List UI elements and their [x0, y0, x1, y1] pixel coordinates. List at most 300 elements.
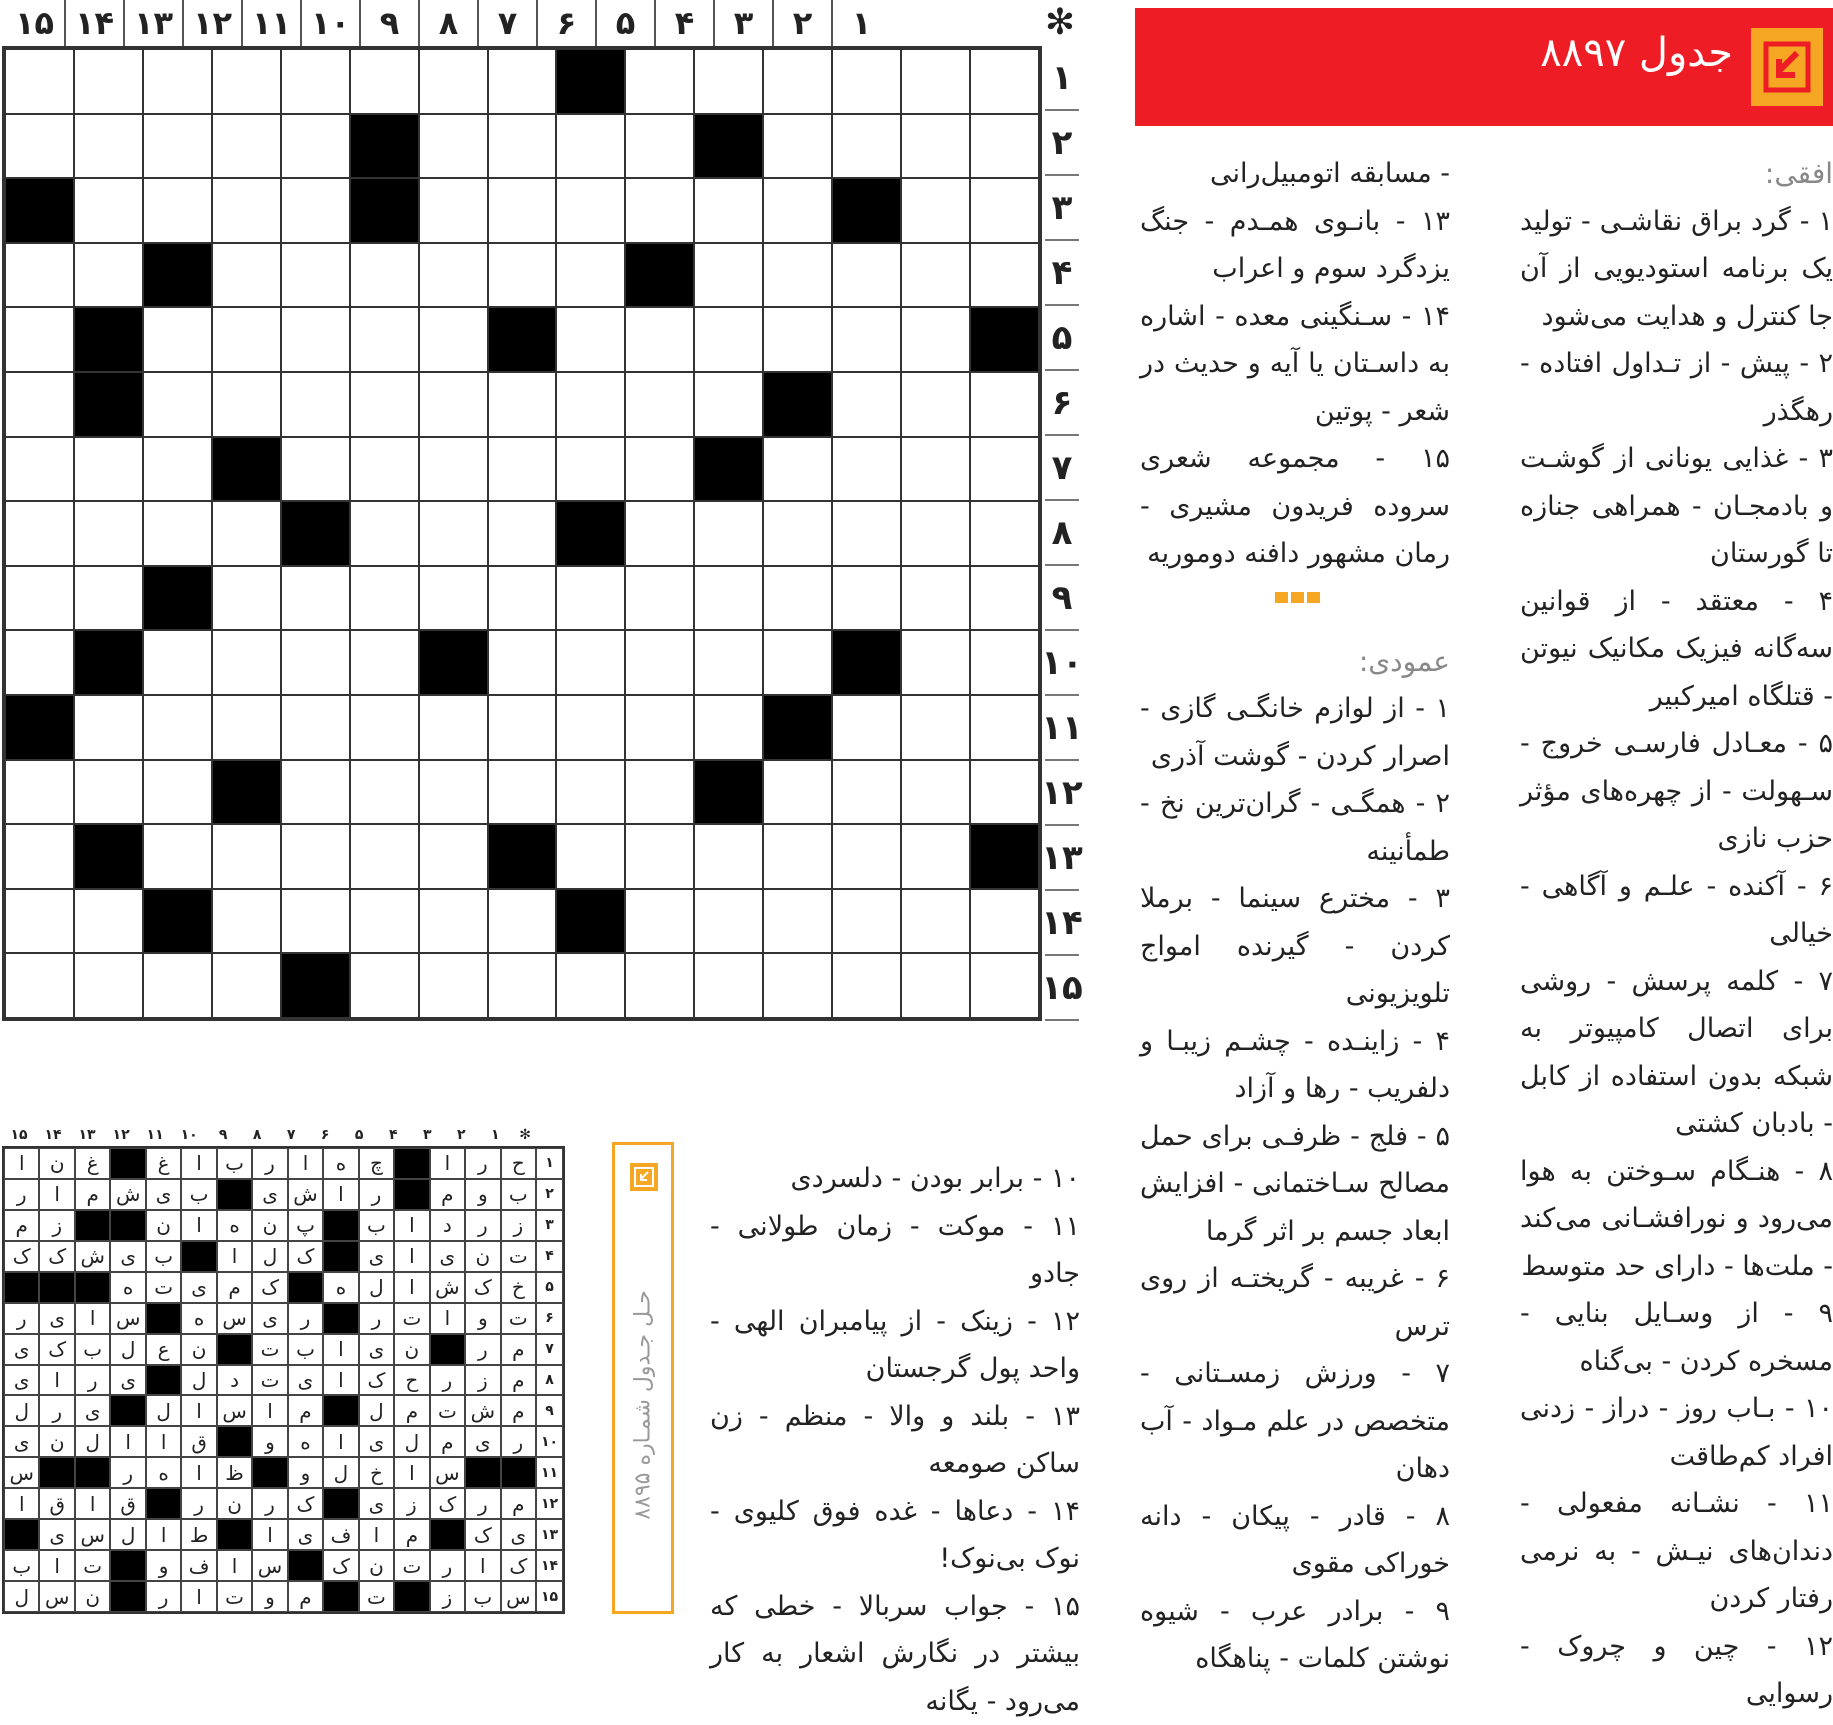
grid-cell[interactable]: [970, 437, 1039, 502]
grid-cell[interactable]: [212, 178, 281, 243]
grid-cell[interactable]: [488, 178, 557, 243]
grid-cell[interactable]: [350, 49, 419, 114]
solution-column-number: ١۴: [36, 1124, 70, 1146]
grid-cell[interactable]: [832, 824, 901, 889]
solution-cell: س: [430, 1457, 465, 1488]
grid-cell[interactable]: [281, 695, 350, 760]
grid-cell[interactable]: [694, 307, 763, 372]
grid-cell[interactable]: [350, 372, 419, 437]
grid-cell[interactable]: [419, 824, 488, 889]
grid-cell[interactable]: [212, 566, 281, 631]
grid-cell[interactable]: [212, 307, 281, 372]
grid-cell[interactable]: [625, 824, 694, 889]
grid-cell[interactable]: [970, 372, 1039, 437]
grid-cell[interactable]: [419, 760, 488, 825]
grid-cell[interactable]: [212, 49, 281, 114]
grid-cell[interactable]: [350, 824, 419, 889]
clue: ١٣ - بلند و والا - منظم - زن ساکن صومعه: [710, 1393, 1080, 1488]
grid-cell[interactable]: [901, 501, 970, 566]
grid-cell[interactable]: [763, 114, 832, 179]
grid-cell[interactable]: [143, 437, 212, 502]
grid-cell[interactable]: [970, 630, 1039, 695]
grid-cell[interactable]: [763, 889, 832, 954]
grid-cell[interactable]: [694, 372, 763, 437]
grid-cell[interactable]: [5, 889, 74, 954]
grid-cell[interactable]: [556, 760, 625, 825]
column-number: ١۵: [5, 0, 64, 46]
row-number: ١١: [1045, 696, 1079, 761]
solution-cell: م: [288, 1395, 323, 1426]
grid-cell[interactable]: [763, 49, 832, 114]
solution-cell: ا: [323, 1334, 358, 1365]
grid-cell[interactable]: [350, 953, 419, 1018]
grid-cell[interactable]: [212, 695, 281, 760]
clue: ١٢ - چین و چروک - رسوایی: [1520, 1623, 1833, 1718]
grid-cell[interactable]: [143, 178, 212, 243]
clue: ١ - گرد براق نقاشـی - تولید یک برنامه استودیویی از آن جا کنترل و هدایت می‌شود: [1520, 198, 1833, 341]
grid-cell[interactable]: [74, 243, 143, 308]
grid-cell[interactable]: [350, 630, 419, 695]
grid-cell[interactable]: [281, 243, 350, 308]
grid-cell[interactable]: [556, 437, 625, 502]
grid-cell[interactable]: [694, 178, 763, 243]
grid-cell[interactable]: [694, 889, 763, 954]
solution-cell: م: [394, 1395, 429, 1426]
row-number: ٢: [1045, 111, 1079, 176]
grid-cell[interactable]: [970, 760, 1039, 825]
grid-cell[interactable]: [832, 372, 901, 437]
grid-cell[interactable]: [901, 953, 970, 1018]
grid-cell[interactable]: [74, 953, 143, 1018]
grid-cell[interactable]: [556, 178, 625, 243]
grid-cell[interactable]: [281, 307, 350, 372]
grid-cell[interactable]: [488, 114, 557, 179]
row-number: ۵: [1045, 306, 1079, 371]
solution-cell: م: [288, 1581, 323, 1612]
solution-cell: ا: [394, 1241, 429, 1272]
row-number: ٩: [1045, 566, 1079, 631]
column-number: ٧: [477, 0, 536, 46]
solution-cell: ی: [75, 1395, 110, 1426]
grid-cell[interactable]: [901, 889, 970, 954]
solution-cell: ز: [465, 1365, 500, 1396]
solution-cell: ت: [394, 1303, 429, 1334]
grid-cell[interactable]: [970, 566, 1039, 631]
grid-cell[interactable]: [143, 695, 212, 760]
grid-cell[interactable]: [5, 953, 74, 1018]
black-cell: [970, 307, 1039, 372]
grid-cell[interactable]: [74, 760, 143, 825]
grid-cell[interactable]: [832, 953, 901, 1018]
solution-black-cell: [110, 1210, 145, 1241]
grid-cell[interactable]: [488, 243, 557, 308]
black-cell: [832, 178, 901, 243]
grid-cell[interactable]: [281, 824, 350, 889]
grid-cell[interactable]: [419, 566, 488, 631]
grid-cell[interactable]: [350, 307, 419, 372]
grid-cell[interactable]: [694, 243, 763, 308]
clue: ١۴ - سـنگینی معده - اشاره به داسـتان یا آیه و حدیث در شعر - پوتین: [1140, 293, 1450, 436]
grid-cell[interactable]: [832, 307, 901, 372]
grid-cell[interactable]: [281, 372, 350, 437]
grid-cell[interactable]: [970, 114, 1039, 179]
solution-cell: ا: [181, 1210, 216, 1241]
solution-cell: ن: [75, 1581, 110, 1612]
black-cell: [212, 760, 281, 825]
grid-cell[interactable]: [74, 889, 143, 954]
grid-cell[interactable]: [212, 824, 281, 889]
grid-cell[interactable]: [901, 114, 970, 179]
grid-cell[interactable]: [74, 178, 143, 243]
grid-cell[interactable]: [763, 953, 832, 1018]
grid-cell[interactable]: [763, 178, 832, 243]
grid-cell[interactable]: [74, 501, 143, 566]
solution-cell: ا: [181, 1148, 216, 1179]
grid-cell[interactable]: [488, 372, 557, 437]
grid-cell[interactable]: [763, 501, 832, 566]
solution-cell: ب: [465, 1581, 500, 1612]
grid-cell[interactable]: [832, 695, 901, 760]
grid-cell[interactable]: [488, 889, 557, 954]
grid-cell[interactable]: [281, 114, 350, 179]
grid-cell[interactable]: [281, 178, 350, 243]
vertical-clues-column-3: [710, 1155, 1080, 1725]
grid-cell[interactable]: [350, 695, 419, 760]
grid-cell[interactable]: [625, 889, 694, 954]
grid-cell[interactable]: [143, 307, 212, 372]
grid-cell[interactable]: [970, 695, 1039, 760]
column-number: ٢: [772, 0, 831, 46]
solution-cell: ی: [4, 1365, 39, 1396]
row-number: ١: [1045, 46, 1079, 111]
solution-row-number: ١٢: [536, 1488, 563, 1519]
solution-cell: و: [288, 1457, 323, 1488]
grid-cell[interactable]: [763, 760, 832, 825]
grid-cell[interactable]: [901, 824, 970, 889]
grid-cell[interactable]: [556, 307, 625, 372]
grid-cell[interactable]: [212, 630, 281, 695]
grid-cell[interactable]: [556, 695, 625, 760]
grid-cell[interactable]: [694, 695, 763, 760]
grid-cell[interactable]: [901, 49, 970, 114]
grid-cell[interactable]: [74, 695, 143, 760]
grid-cell[interactable]: [212, 501, 281, 566]
grid-cell[interactable]: [212, 114, 281, 179]
solution-black-cell: [110, 1550, 145, 1581]
grid-cell[interactable]: [419, 243, 488, 308]
solution-cell: ل: [146, 1395, 181, 1426]
solution-cell: ح: [394, 1365, 429, 1396]
grid-cell[interactable]: [625, 437, 694, 502]
grid-cell[interactable]: [556, 953, 625, 1018]
grid-cell[interactable]: [419, 501, 488, 566]
black-cell: [556, 889, 625, 954]
grid-cell[interactable]: [763, 307, 832, 372]
grid-cell[interactable]: [763, 630, 832, 695]
grid-cell[interactable]: [901, 243, 970, 308]
grid-cell[interactable]: [556, 243, 625, 308]
solution-black-cell: [288, 1550, 323, 1581]
solution-cell: ت: [146, 1272, 181, 1303]
grid-cell[interactable]: [556, 114, 625, 179]
grid-cell[interactable]: [832, 49, 901, 114]
star-icon: ✻: [512, 1124, 538, 1146]
row-number: ٨: [1045, 501, 1079, 566]
grid-cell[interactable]: [350, 437, 419, 502]
grid-cell[interactable]: [74, 566, 143, 631]
grid-cell[interactable]: [281, 49, 350, 114]
grid-cell[interactable]: [625, 760, 694, 825]
grid-cell[interactable]: [350, 243, 419, 308]
grid-cell[interactable]: [970, 178, 1039, 243]
solution-cell: ر: [359, 1303, 394, 1334]
grid-cell[interactable]: [74, 49, 143, 114]
grid-cell[interactable]: [212, 372, 281, 437]
grid-cell[interactable]: [694, 824, 763, 889]
black-cell: [694, 437, 763, 502]
grid-cell[interactable]: [832, 889, 901, 954]
solution-black-cell: [323, 1303, 358, 1334]
black-cell: [625, 243, 694, 308]
grid-cell[interactable]: [763, 824, 832, 889]
grid-cell[interactable]: [832, 501, 901, 566]
solution-cell: ب: [146, 1241, 181, 1272]
solution-cell: ز: [501, 1210, 536, 1241]
solution-cell: ت: [501, 1241, 536, 1272]
grid-cell[interactable]: [832, 114, 901, 179]
grid-cell[interactable]: [350, 566, 419, 631]
grid-cell[interactable]: [901, 307, 970, 372]
grid-cell[interactable]: [74, 114, 143, 179]
solution-cell: ر: [465, 1210, 500, 1241]
solution-cell: ا: [217, 1241, 252, 1272]
solution-cell: ی: [501, 1519, 536, 1550]
grid-cell[interactable]: [763, 566, 832, 631]
grid-cell[interactable]: [143, 630, 212, 695]
grid-cell[interactable]: [281, 630, 350, 695]
grid-cell[interactable]: [832, 437, 901, 502]
solution-cell: ک: [465, 1272, 500, 1303]
grid-cell[interactable]: [419, 953, 488, 1018]
solution-black-cell: [110, 1395, 145, 1426]
grid-cell[interactable]: [5, 307, 74, 372]
grid-cell[interactable]: [143, 49, 212, 114]
solution-cell: غ: [146, 1148, 181, 1179]
grid-cell[interactable]: [832, 243, 901, 308]
grid-cell[interactable]: [763, 437, 832, 502]
grid-cell[interactable]: [488, 566, 557, 631]
solution-cell: ا: [181, 1395, 216, 1426]
solution-black-cell: [323, 1581, 358, 1612]
solution-cell: ش: [465, 1395, 500, 1426]
grid-cell[interactable]: [419, 437, 488, 502]
grid-cell[interactable]: [488, 437, 557, 502]
solution-cell: ی: [146, 1179, 181, 1210]
grid-cell[interactable]: [419, 307, 488, 372]
grid-cell[interactable]: [488, 760, 557, 825]
grid-cell[interactable]: [556, 824, 625, 889]
grid-cell[interactable]: [419, 178, 488, 243]
grid-cell[interactable]: [625, 372, 694, 437]
grid-cell[interactable]: [5, 630, 74, 695]
grid-cell[interactable]: [694, 501, 763, 566]
solution-cell: ا: [110, 1426, 145, 1457]
grid-cell[interactable]: [5, 437, 74, 502]
grid-cell[interactable]: [419, 372, 488, 437]
grid-cell[interactable]: [625, 566, 694, 631]
grid-cell[interactable]: [212, 889, 281, 954]
clue: ١۴ - دعاها - غده فوق کلیوی - نوک بی‌نوک!: [710, 1488, 1080, 1583]
grid-cell[interactable]: [901, 695, 970, 760]
grid-cell[interactable]: [488, 49, 557, 114]
solution-cell: ظ: [217, 1457, 252, 1488]
solution-cell: ن: [217, 1488, 252, 1519]
grid-cell[interactable]: [625, 49, 694, 114]
solution-cell: ت: [75, 1550, 110, 1581]
grid-cell[interactable]: [625, 501, 694, 566]
grid-cell[interactable]: [556, 566, 625, 631]
grid-cell[interactable]: [694, 630, 763, 695]
grid-cell[interactable]: [970, 889, 1039, 954]
grid-cell[interactable]: [694, 49, 763, 114]
solution-row-number: ١۴: [536, 1550, 563, 1581]
solution-cell: م: [501, 1334, 536, 1365]
grid-cell[interactable]: [5, 824, 74, 889]
solution-cell: ب: [501, 1179, 536, 1210]
grid-cell[interactable]: [901, 630, 970, 695]
solution-cell: ب: [4, 1550, 39, 1581]
black-cell: [350, 114, 419, 179]
grid-cell[interactable]: [556, 372, 625, 437]
grid-cell[interactable]: [143, 824, 212, 889]
solution-black-cell: [110, 1148, 145, 1179]
grid-cell[interactable]: [143, 760, 212, 825]
grid-cell[interactable]: [625, 695, 694, 760]
grid-cell[interactable]: [694, 953, 763, 1018]
grid-cell[interactable]: [488, 501, 557, 566]
grid-cell[interactable]: [901, 566, 970, 631]
crossword-grid[interactable]: [2, 46, 1042, 1021]
solution-black-cell: [323, 1395, 358, 1426]
solution-cell: پ: [288, 1210, 323, 1241]
grid-cell[interactable]: [901, 372, 970, 437]
solution-cell: ل: [359, 1272, 394, 1303]
grid-cell[interactable]: [488, 630, 557, 695]
solution-cell: ه: [146, 1457, 181, 1488]
grid-cell[interactable]: [419, 114, 488, 179]
solution-row-number: ٩: [536, 1395, 563, 1426]
grid-cell[interactable]: [625, 953, 694, 1018]
solution-cell: س: [39, 1581, 74, 1612]
grid-cell[interactable]: [5, 114, 74, 179]
solution-cell: س: [252, 1550, 287, 1581]
grid-cell[interactable]: [832, 566, 901, 631]
solution-black-cell: [39, 1457, 74, 1488]
column-numbers: [0, 0, 890, 46]
black-cell: [350, 178, 419, 243]
puzzle-logo-icon: [1751, 28, 1823, 106]
grid-cell[interactable]: [625, 630, 694, 695]
grid-cell[interactable]: [419, 695, 488, 760]
solution-black-cell: [217, 1334, 252, 1365]
grid-cell[interactable]: [901, 437, 970, 502]
grid-cell[interactable]: [143, 501, 212, 566]
grid-cell[interactable]: [143, 114, 212, 179]
grid-cell[interactable]: [488, 953, 557, 1018]
solution-cell: ا: [146, 1426, 181, 1457]
solution-cell: م: [501, 1365, 536, 1396]
grid-cell[interactable]: [901, 760, 970, 825]
black-cell: [143, 889, 212, 954]
grid-cell[interactable]: [350, 501, 419, 566]
solution-column-number: ٩: [206, 1124, 240, 1146]
solution-cell: ش: [75, 1241, 110, 1272]
grid-cell[interactable]: [625, 307, 694, 372]
clue: ١۵ - جواب سربالا - خطی که بیشتر در نگارش اشعار به کار می‌رود - یگانه: [710, 1583, 1080, 1725]
grid-cell[interactable]: [763, 243, 832, 308]
grid-cell[interactable]: [5, 243, 74, 308]
grid-cell[interactable]: [694, 566, 763, 631]
grid-cell[interactable]: [832, 760, 901, 825]
solution-cell: ک: [39, 1334, 74, 1365]
grid-cell[interactable]: [350, 889, 419, 954]
grid-cell[interactable]: [281, 760, 350, 825]
solution-cell: ی: [288, 1365, 323, 1396]
grid-cell[interactable]: [970, 243, 1039, 308]
solution-cell: و: [146, 1550, 181, 1581]
grid-cell[interactable]: [488, 695, 557, 760]
solution-cell: ر: [146, 1581, 181, 1612]
grid-cell[interactable]: [212, 243, 281, 308]
grid-cell[interactable]: [419, 889, 488, 954]
grid-cell[interactable]: [5, 566, 74, 631]
solution-black-cell: [75, 1272, 110, 1303]
grid-cell[interactable]: [281, 889, 350, 954]
grid-cell[interactable]: [970, 49, 1039, 114]
solution-title-panel: [612, 1142, 674, 1614]
solution-cell: ل: [4, 1581, 39, 1612]
grid-cell[interactable]: [5, 372, 74, 437]
grid-cell[interactable]: [350, 760, 419, 825]
grid-cell[interactable]: [5, 501, 74, 566]
grid-cell[interactable]: [625, 178, 694, 243]
solution-cell: ا: [323, 1426, 358, 1457]
grid-cell[interactable]: [281, 566, 350, 631]
grid-cell[interactable]: [212, 953, 281, 1018]
grid-cell[interactable]: [74, 437, 143, 502]
solution-cell: ی: [359, 1488, 394, 1519]
solution-cell: ب: [359, 1210, 394, 1241]
solution-cell: ا: [323, 1179, 358, 1210]
solution-cell: م: [394, 1519, 429, 1550]
grid-cell[interactable]: [5, 760, 74, 825]
grid-cell[interactable]: [143, 953, 212, 1018]
solution-cell: ط: [181, 1519, 216, 1550]
grid-cell[interactable]: [625, 114, 694, 179]
clue: ۵ - معـادل فارسـی خروج - سـهولت - از چهره‌های مؤثر حزب نازی: [1520, 720, 1833, 863]
grid-cell[interactable]: [970, 953, 1039, 1018]
grid-cell[interactable]: [970, 501, 1039, 566]
solution-cell: غ: [75, 1148, 110, 1179]
grid-cell[interactable]: [419, 49, 488, 114]
grid-cell[interactable]: [143, 372, 212, 437]
solution-cell: ق: [181, 1426, 216, 1457]
grid-cell[interactable]: [5, 49, 74, 114]
grid-cell[interactable]: [281, 437, 350, 502]
grid-cell[interactable]: [556, 630, 625, 695]
grid-cell[interactable]: [901, 178, 970, 243]
solution-cell: ر: [181, 1488, 216, 1519]
